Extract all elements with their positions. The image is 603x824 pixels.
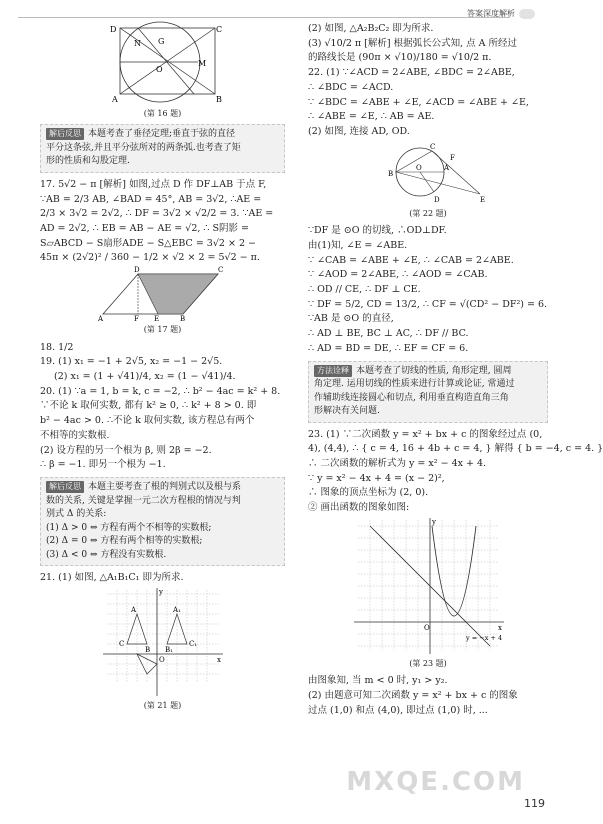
answer-line: AD = 2√2, ∴ EB = AB − AE = √2, ∴ S阴影 =: [40, 223, 249, 235]
svg-text:A: A: [444, 163, 450, 172]
svg-text:A: A: [97, 315, 103, 324]
note-line: (2) Δ = 0 ⇔ 方程有两个相等的实数根;: [46, 536, 203, 547]
figure-23: [348, 516, 508, 656]
svg-text:x: x: [498, 623, 502, 632]
answer-line: ∵DF 是 ⊙O 的切线, ∴OD⊥DF.: [308, 225, 447, 237]
answer-line: 的路线长是 (90π × √10)/180 = √10/2 π.: [308, 52, 492, 64]
svg-text:O: O: [158, 655, 165, 664]
answer-line: ∵不论 k 取何实数, 都有 k² ≥ 0, ∴ k² + 8 > 0. 即: [40, 400, 257, 412]
note-tag: 解后反思: [46, 481, 84, 493]
note-line: 别式 Δ 的关系:: [46, 509, 107, 520]
svg-text:D: D: [434, 195, 440, 204]
svg-text:x: x: [216, 655, 221, 664]
answer-line: ∴ ∠BDC = ∠ACD.: [308, 81, 394, 93]
page-number: 119: [524, 796, 545, 810]
answer-23: [308, 428, 603, 516]
note-line: 作辅助线连接圆心和切点, 利用垂直构造直角三角: [314, 392, 509, 403]
svg-text:F: F: [133, 315, 139, 324]
note-line: 本题考查了切线的性质, 角形定理, 圆周: [356, 365, 512, 376]
answer-line: (3) √10/2 π [解析] 根据弧长公式知, 点 A 所经过: [308, 37, 518, 49]
svg-text:D: D: [133, 266, 140, 275]
answer-22: [308, 66, 548, 140]
svg-text:E: E: [480, 195, 486, 204]
answer-line: (2) 设方程的另一个根为 β, 则 2β = −2.: [40, 444, 212, 456]
note-line: 形的性质和勾股定理.: [46, 156, 130, 167]
header-rule: [18, 17, 510, 18]
answer-line: ∵ DF = 5/2, CD = 13/2, ∴ CF = √(CD² − DF²) = 6.: [308, 298, 548, 310]
answer-line: 由(1)知, ∠E = ∠ABE.: [308, 239, 408, 251]
svg-text:O: O: [155, 65, 163, 74]
answer-line: 23. (1) ∵二次函数 y = x² + bx + c 的图象经过点 (0,: [308, 428, 543, 440]
svg-text:A₁: A₁: [172, 605, 181, 614]
svg-text:F: F: [450, 153, 455, 162]
answer-line: ∴ AD = BD = DE, ∴ EF = CF = 6.: [308, 342, 469, 354]
answer-line: ② 画出函数的图象如图:: [308, 502, 410, 514]
svg-text:G: G: [157, 37, 164, 46]
answer-21a: 21. (1) 如图, △A₁B₁C₁ 即为所求.: [40, 572, 184, 584]
svg-text:B: B: [388, 169, 394, 178]
note-line: 形解决有关问题.: [314, 406, 380, 417]
answer-20: [40, 385, 285, 473]
note-line: (3) Δ < 0 ⇔ 方程没有实数根.: [46, 549, 167, 560]
note-line: 平分这条弦,并且平分弦所对的两条弧.也考查了矩: [46, 142, 241, 153]
answer-line: ∵AB 是 ⊙O 的直径,: [308, 313, 394, 325]
figure-23-caption: (第 23 题): [409, 658, 447, 668]
answer-line: (2) 由题意可知二次函数 y = x² + bx + c 的图象: [308, 690, 518, 702]
answer-18: 18. 1/2: [40, 341, 74, 353]
svg-text:A: A: [111, 95, 118, 104]
note-line: 本题主要考查了根的判别式以及根与系: [88, 482, 242, 493]
answer-line: ∴ 二次函数的解析式为 y = x² − 4x + 4.: [308, 458, 487, 470]
svg-text:y: y: [432, 517, 436, 526]
answer-21-continued: [308, 22, 548, 66]
svg-text:O: O: [424, 623, 430, 632]
line-label: y = −x + 4: [466, 633, 503, 642]
note-line: (1) Δ > 0 ⇔ 方程有两个不相等的实数根;: [46, 522, 212, 533]
answer-line: 2/3 × 3√2 = 2√2, ∴ DF = 3√2 × √2/2 = 3. ∵AE =: [40, 208, 274, 220]
answer-line: 20. (1) ∵a = 1, b = k, c = −2, ∴ b² − 4ac = k² + 8.: [40, 385, 281, 397]
note-line: 本题考查了垂径定理;垂直于弦的直径: [88, 129, 236, 140]
answer-19a: 19. (1) x₁ = −1 + 2√5, x₂ = −1 − 2√5.: [40, 356, 223, 368]
figure-17: [98, 266, 228, 322]
answer-line: ∴ ∠ABE = ∠E, ∴ AB = AE.: [308, 111, 435, 123]
answer-line: ∴ AD ⊥ BE, BC ⊥ AC, ∴ DF // BC.: [308, 328, 469, 340]
figure-16: [98, 22, 228, 106]
answer-line: 不相等的实数根.: [40, 429, 110, 441]
answer-line: ∵AB = 2/3 AB, ∠BAD = 45°, AB = 3√2, ∴AE =: [40, 193, 262, 205]
svg-text:N: N: [133, 39, 141, 48]
answer-line: ∵ ∠CAB = ∠ABE + ∠E, ∴ ∠CAB = 2∠ABE.: [308, 254, 514, 266]
svg-text:C: C: [118, 639, 124, 648]
note-line: 数的关系, 关键是掌握一元二次方程根的情况与判: [46, 495, 241, 506]
svg-text:M: M: [197, 59, 206, 68]
answer-line: ∵ ∠AOD = 2∠ABE, ∴ ∠AOD = ∠CAB.: [308, 269, 488, 281]
svg-text:B: B: [179, 315, 185, 324]
answer-line: 由图象知, 当 m < 0 时, y₁ > y₂.: [308, 675, 448, 687]
svg-text:C₁: C₁: [188, 639, 197, 648]
answer-line: S▱ABCD − S扇形ADE − S△EBC = 3√2 × 2 −: [40, 237, 256, 249]
answer-line: 45π × (2√2)² / 360 − 1/2 × √2 × 2 = 5√2 − π.: [40, 252, 260, 264]
figure-21-caption: (第 21 题): [143, 700, 182, 710]
watermark: MXQE.COM: [346, 766, 525, 797]
answer-17: [40, 178, 285, 266]
answer-line: b² − 4ac > 0. ∴不论 k 取何实数, 该方程总有两个: [40, 415, 255, 427]
figure-17-caption: (第 17 题): [143, 325, 182, 335]
svg-text:A: A: [130, 605, 136, 614]
answer-line: 22. (1) ∵∠ACD = 2∠ABE, ∠BDC = 2∠ABE,: [308, 67, 515, 79]
answer-line: 过点 (1,0) 和点 (4,0), 即过点 (1,0) 时, ...: [308, 704, 488, 716]
reflection-note-16: [40, 124, 285, 173]
answer-19b: (2) x₁ = (1 + √41)/4, x₂ = (1 − √41)/4.: [54, 371, 236, 383]
svg-text:E: E: [153, 315, 159, 324]
right-column: [308, 22, 603, 718]
svg-text:C: C: [215, 25, 222, 34]
svg-text:B: B: [144, 645, 150, 654]
answer-22-continued: [308, 224, 548, 356]
method-note-22: [308, 361, 548, 423]
answer-line: 4), (4,4), ∴ { c = 4, 16 + 4b + c = 4, } 解得 { b = −4, c = 4. }: [308, 443, 603, 455]
note-tag: 方法诠释: [314, 365, 352, 377]
svg-text:y: y: [158, 587, 163, 596]
figure-22: [368, 140, 488, 206]
figure-22-caption: (第 22 题): [409, 208, 447, 218]
note-tag: 解后反思: [46, 128, 84, 140]
page-header: [467, 8, 535, 20]
answer-line: ∴ OD // CE, ∴ DF ⊥ CE.: [308, 284, 421, 296]
answer-line: (2) 如图, 连接 AD, OD.: [308, 126, 410, 138]
figure-16-caption: (第 16 题): [143, 109, 182, 118]
answer-line: 17. 5√2 − π [解析] 如图,过点 D 作 DF⊥AB 于点 F,: [40, 178, 267, 190]
svg-text:B: B: [215, 95, 222, 104]
note-line: 角定理. 运用切线的性质来进行计算或论证, 常通过: [314, 379, 515, 390]
reflection-note-20: [40, 477, 285, 566]
left-column: [40, 22, 285, 716]
answer-23-continued: [308, 674, 548, 718]
answer-line: ∴ β = −1. 即另一个根为 −1.: [40, 459, 166, 471]
svg-text:C: C: [430, 142, 436, 151]
svg-text:D: D: [109, 25, 116, 34]
svg-text:O: O: [416, 163, 422, 172]
header-title: 答案深度解析: [467, 9, 515, 18]
answer-line: ∴ 图象的顶点坐标为 (2, 0).: [308, 487, 429, 499]
answer-line: ∵ y = x² − 4x + 4 = (x − 2)²,: [308, 472, 445, 484]
header-badge-icon: [519, 9, 535, 19]
svg-text:C: C: [217, 266, 223, 275]
answer-line: ∵ ∠BDC = ∠ABE + ∠E, ∠ACD = ∠ABE + ∠E,: [308, 96, 529, 108]
answer-line: (2) 如图, △A₂B₂C₂ 即为所求.: [308, 23, 434, 34]
figure-21: [101, 586, 225, 698]
svg-text:B₁: B₁: [164, 645, 173, 654]
